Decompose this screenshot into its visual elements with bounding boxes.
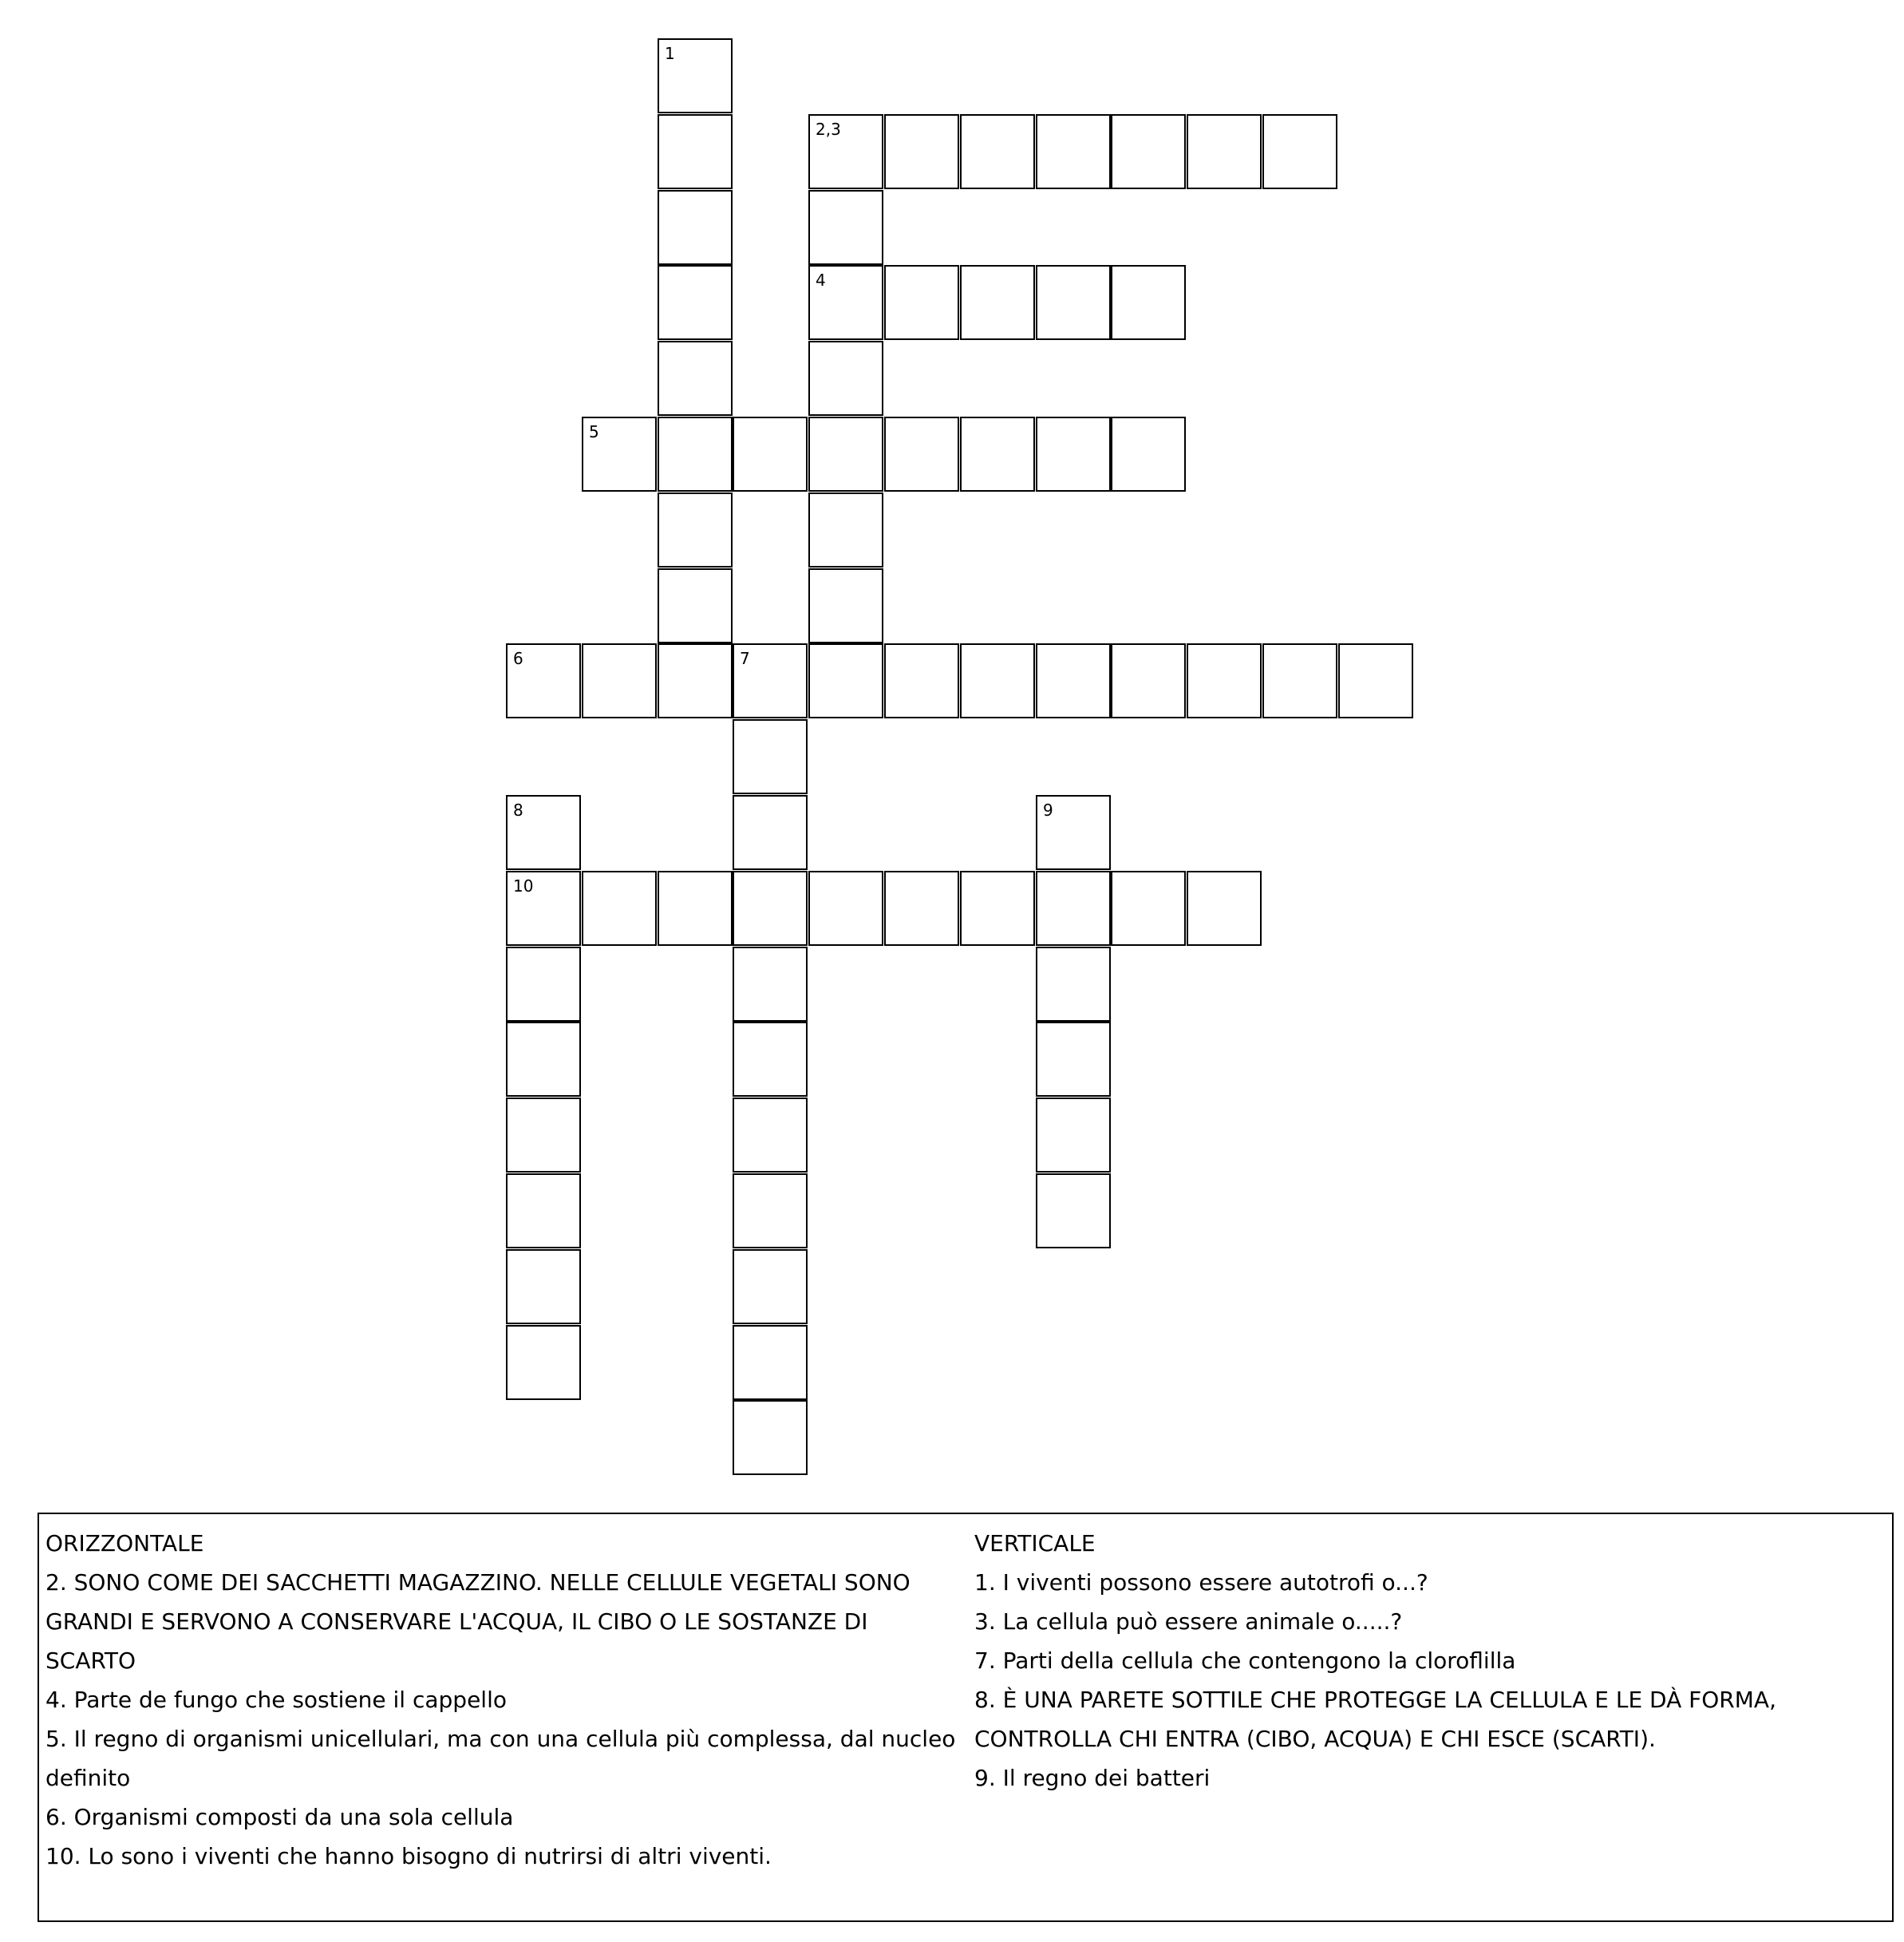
crossword-cell[interactable] [1187, 871, 1262, 946]
cell-number: 1 [665, 44, 675, 63]
crossword-cell[interactable] [1036, 795, 1111, 870]
crossword-cell[interactable] [506, 643, 581, 718]
crossword-cell[interactable] [733, 643, 808, 718]
clue-line: CONTROLLA CHI ENTRA (CIBO, ACQUA) E CHI ESCE (SCARTI). [974, 1726, 1656, 1752]
crossword-cell[interactable] [1036, 947, 1111, 1022]
crossword-cell[interactable] [658, 341, 733, 416]
crossword-cell[interactable] [1111, 643, 1186, 718]
clue-line: 2. SONO COME DEI SACCHETTI MAGAZZINO. NELLE CELLULE VEGETALI SONO [45, 1569, 911, 1596]
clue-line: definito [45, 1765, 131, 1791]
crossword-cell[interactable] [733, 1022, 808, 1097]
crossword-cell[interactable] [733, 871, 808, 946]
crossword-cell[interactable] [884, 114, 959, 189]
clue-line: 7. Parti della cellula che contengono la cloroflilla [974, 1647, 1516, 1674]
across-clues [45, 1524, 956, 1876]
crossword-cell[interactable] [808, 341, 883, 416]
across-clue-list [45, 1563, 956, 1876]
crossword-cell[interactable] [960, 265, 1035, 340]
crossword-cell[interactable] [733, 417, 808, 492]
crossword-cell[interactable] [733, 1249, 808, 1324]
crossword-cell[interactable] [1338, 643, 1413, 718]
crossword-cell[interactable] [960, 417, 1035, 492]
crossword-cell[interactable] [506, 1249, 581, 1324]
crossword-cell[interactable] [1036, 643, 1111, 718]
clues-box [38, 1513, 1894, 1922]
crossword-cell[interactable] [733, 947, 808, 1022]
crossword-cell[interactable] [808, 417, 883, 492]
down-title: VERTICALE [974, 1530, 1096, 1556]
cell-number: 7 [740, 649, 750, 668]
crossword-cell[interactable] [1111, 114, 1186, 189]
clue-line: 3. La cellula può essere animale o.....? [974, 1608, 1403, 1635]
crossword-cell[interactable] [582, 643, 657, 718]
crossword-cell[interactable] [1036, 1173, 1111, 1248]
crossword-cell[interactable] [960, 871, 1035, 946]
crossword-cell[interactable] [1187, 643, 1262, 718]
crossword-cell[interactable] [1111, 265, 1186, 340]
crossword-cell[interactable] [506, 1022, 581, 1097]
crossword-cell[interactable] [658, 492, 733, 568]
crossword-cell[interactable] [658, 417, 733, 492]
crossword-cell[interactable] [733, 1098, 808, 1173]
crossword-cell[interactable] [506, 795, 581, 870]
crossword-cell[interactable] [733, 1173, 808, 1248]
cell-number: 10 [513, 876, 534, 896]
crossword-cell[interactable] [733, 719, 808, 794]
crossword-cell[interactable] [658, 38, 733, 113]
crossword-cell[interactable] [506, 871, 581, 946]
cell-number: 9 [1043, 801, 1053, 820]
crossword-cell[interactable] [960, 114, 1035, 189]
crossword-cell[interactable] [733, 1325, 808, 1400]
clue-line: 6. Organismi composti da una sola cellula [45, 1804, 514, 1830]
crossword-cell[interactable] [506, 1325, 581, 1400]
crossword-cell[interactable] [1111, 417, 1186, 492]
crossword-cell[interactable] [582, 417, 657, 492]
crossword-cell[interactable] [658, 265, 733, 340]
clue-line: 5. Il regno di organismi unicellulari, ma con una cellula più complessa, dal nucleo [45, 1726, 956, 1752]
crossword-cell[interactable] [960, 643, 1035, 718]
crossword-cell[interactable] [1036, 1022, 1111, 1097]
crossword-cell[interactable] [1262, 643, 1337, 718]
crossword-cell[interactable] [808, 190, 883, 265]
crossword-cell[interactable] [808, 492, 883, 568]
crossword-cell[interactable] [884, 417, 959, 492]
cell-number: 2,3 [816, 120, 841, 139]
clue-line: 8. È UNA PARETE SOTTILE CHE PROTEGGE LA CELLULA E LE DÀ FORMA, [974, 1687, 1776, 1713]
clue-line: SCARTO [45, 1647, 136, 1674]
crossword-cell[interactable] [658, 114, 733, 189]
cell-number: 4 [816, 271, 826, 290]
clue-line: GRANDI E SERVONO A CONSERVARE L'ACQUA, IL CIBO O LE SOSTANZE DI [45, 1608, 868, 1635]
down-clue-list [974, 1563, 1884, 1798]
crossword-cell[interactable] [1036, 265, 1111, 340]
crossword-cell[interactable] [1036, 417, 1111, 492]
clue-line: 10. Lo sono i viventi che hanno bisogno di nutrirsi di altri viventi. [45, 1843, 772, 1869]
crossword-cell[interactable] [884, 265, 959, 340]
down-clues [974, 1524, 1884, 1798]
crossword-cell[interactable] [582, 871, 657, 946]
cell-number: 6 [513, 649, 523, 668]
crossword-cell[interactable] [506, 947, 581, 1022]
crossword-cell[interactable] [808, 643, 883, 718]
crossword-cell[interactable] [658, 190, 733, 265]
crossword-cell[interactable] [658, 643, 733, 718]
crossword-cell[interactable] [1262, 114, 1337, 189]
clue-line: 9. Il regno dei batteri [974, 1765, 1211, 1791]
crossword-cell[interactable] [733, 795, 808, 870]
crossword-cell[interactable] [808, 114, 883, 189]
crossword-cell[interactable] [506, 1173, 581, 1248]
clue-line: 4. Parte de fungo che sostiene il cappello [45, 1687, 507, 1713]
crossword-cell[interactable] [808, 871, 883, 946]
crossword-cell[interactable] [1111, 871, 1186, 946]
cell-number: 8 [513, 801, 523, 820]
crossword-cell[interactable] [808, 265, 883, 340]
crossword-cell[interactable] [658, 568, 733, 643]
cell-number: 5 [589, 422, 599, 441]
crossword-cell[interactable] [1036, 871, 1111, 946]
crossword-cell[interactable] [884, 643, 959, 718]
crossword-cell[interactable] [506, 1098, 581, 1173]
crossword-cell[interactable] [884, 871, 959, 946]
across-title: ORIZZONTALE [45, 1530, 204, 1556]
crossword-cell[interactable] [1036, 1098, 1111, 1173]
crossword-cell[interactable] [1187, 114, 1262, 189]
crossword-cell[interactable] [808, 568, 883, 643]
clue-line: 1. I viventi possono essere autotrofi o...? [974, 1569, 1428, 1596]
crossword-cell[interactable] [733, 1400, 808, 1475]
crossword-cell[interactable] [658, 871, 733, 946]
crossword-cell[interactable] [1036, 114, 1111, 189]
